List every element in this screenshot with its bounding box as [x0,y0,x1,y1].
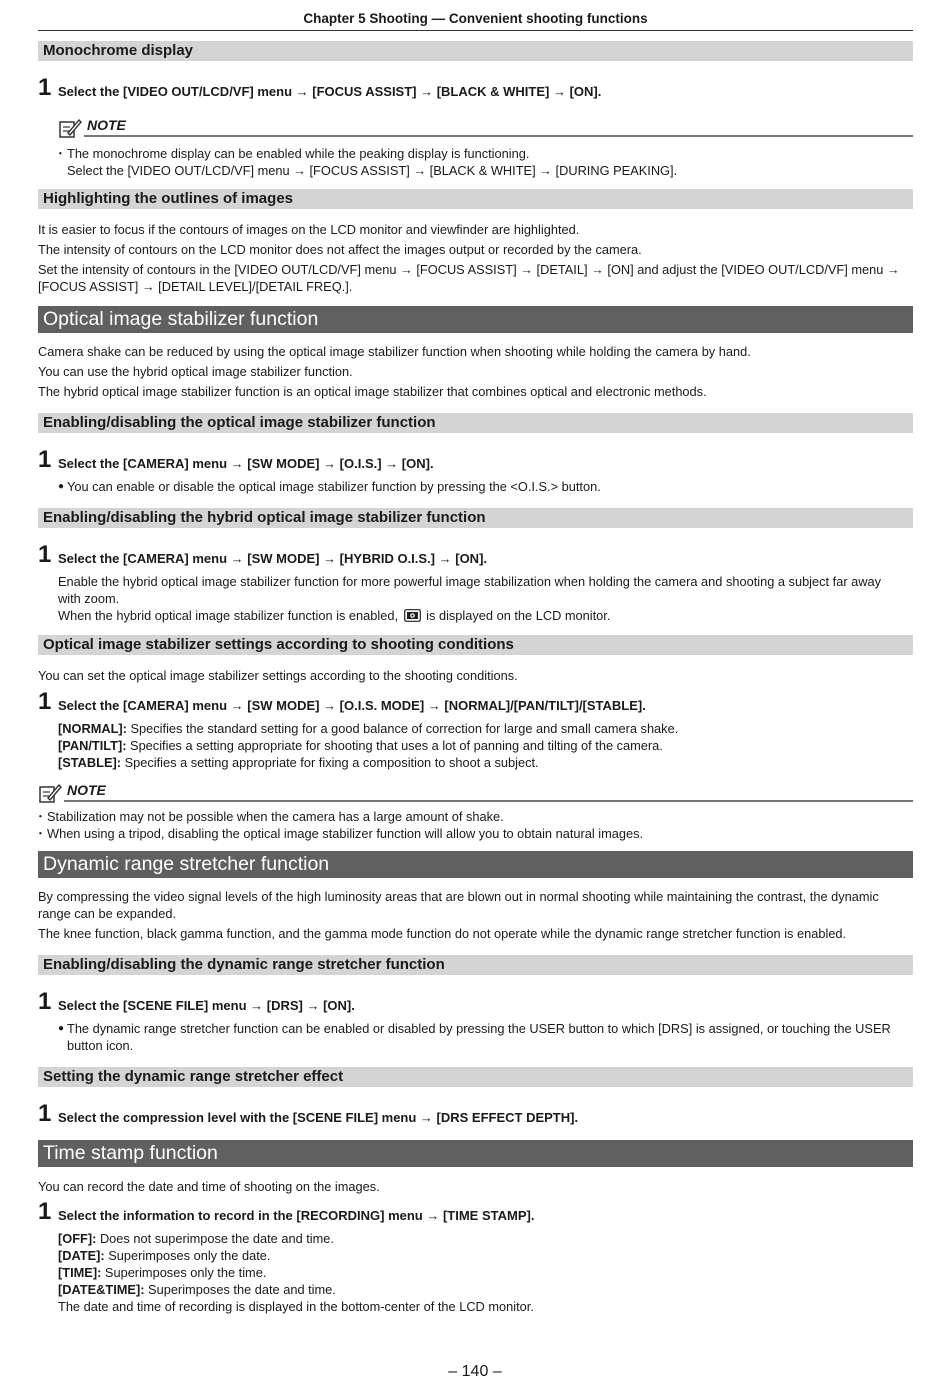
section-heading-ois-settings: Optical image stabilizer settings according to shooting conditions [38,635,913,655]
step-number: 1 [38,74,52,101]
section-heading-drs-effect: Setting the dynamic range stretcher effect [38,1067,913,1087]
option-text: Superimposes only the date. [108,1248,271,1263]
paragraph-line: The date and time of recording is displayed in the bottom-center of the LCD monitor. [58,1299,534,1314]
step-text: Select the [VIDEO OUT/LCD/VF] menu → [FOCUS ASSIST] → [BLACK & WHITE] → [ON]. [58,84,602,99]
paragraph-fragment: When the hybrid optical image stabilizer function is enabled, [58,608,399,623]
note-label: NOTE [67,782,106,798]
step-hybrid-ois [38,541,913,569]
step-text: Select the [SCENE FILE] menu → [DRS] → [ON]. [58,998,355,1013]
note-ois [38,782,913,804]
paragraph-line: The knee function, black gamma function, and the gamma mode function do not operate while the dynamic range stretcher function is enabled. [38,926,847,941]
option-stable [58,754,913,771]
paragraph-hybrid-ois [58,573,913,624]
note-label: NOTE [87,117,126,133]
option-text: Superimposes the date and time. [148,1282,336,1297]
option-time [58,1264,913,1281]
step-text: Select the [CAMERA] menu → [SW MODE] → [O.I.S. MODE] → [NORMAL]/[PAN/TILT]/[STABLE]. [58,698,646,713]
option-text: Does not superimpose the date and time. [99,1231,334,1246]
paragraph-line: Set the intensity of contours in the [VIDEO OUT/LCD/VF] menu → [FOCUS ASSIST] → [DETAIL] → [ON] and adjust the [VIDEO OUT/LCD/VF] menu → [38,262,900,277]
paragraph-timestamp: You can record the date and time of shooting on the images. [38,1179,380,1194]
paragraph-line: By compressing the video signal levels of the high luminosity areas that are blown out in normal shooting while maintaining the contrast, the dynamic [38,889,879,904]
step-drs-enable [38,988,913,1016]
bullet-ois-enable [58,478,913,495]
step-drs-effect [38,1100,913,1128]
bullet-text: The dynamic range stretcher function can be enabled or disabled by pressing the USER button to which [DRS] is assigned, or touching the USER [67,1021,891,1036]
step-text: Select the [CAMERA] menu → [SW MODE] → [O.I.S.] → [ON]. [58,456,434,471]
bullet-dot: ● [58,1023,65,1034]
step-number: 1 [38,688,52,715]
option-pan-tilt [58,737,913,754]
bullet-drs-enable [58,1020,913,1054]
option-date-time [58,1281,913,1298]
paragraph-line: with zoom. [58,591,120,606]
step-number: 1 [38,541,52,568]
note-monochrome [58,117,913,139]
paragraph-line: range can be expanded. [38,906,177,921]
section-heading-drs-enable: Enabling/disabling the dynamic range stretcher function [38,955,913,975]
option-text: Specifies the standard setting for a good balance of correction for large and small camera shake. [130,721,679,736]
step-timestamp [38,1198,913,1226]
note-line: The monochrome display can be enabled while the peaking display is functioning. [67,146,530,161]
header-rule [38,30,913,31]
note-line: Select the [VIDEO OUT/LCD/VF] menu → [FOCUS ASSIST] → [BLACK & WHITE] → [DURING PEAKING]. [67,163,678,178]
option-text: Specifies a setting appropriate for shooting that uses a lot of panning and tilting of the camera. [130,738,663,753]
note-bullet: ・ [34,809,47,824]
option-label: [DATE&TIME]: [58,1282,145,1297]
bullet-text: button icon. [67,1038,134,1053]
note-pencil-icon [38,782,62,804]
note-bullet: ・ [54,146,67,161]
note-rule [64,800,913,802]
step-text: Select the compression level with the [SCENE FILE] menu → [DRS EFFECT DEPTH]. [58,1110,579,1125]
option-date [58,1247,913,1264]
chapter-section-ois: Optical image stabilizer function [38,306,913,333]
paragraph-line: The intensity of contours on the LCD monitor does not affect the images output or recorded by the camera. [38,242,642,257]
paragraph-line: Camera shake can be reduced by using the optical image stabilizer function when shooting while holding the camera by hand. [38,344,751,359]
paragraph-outlines [38,221,913,295]
option-list-ois-mode [58,720,913,771]
option-list-timestamp [58,1230,913,1315]
paragraph-ois [38,343,913,400]
step-number: 1 [38,1198,52,1225]
option-label: [PAN/TILT]: [58,738,127,753]
paragraph-line: Enable the hybrid optical image stabilizer function for more powerful image stabilization when holding the camera and shooting a subject far away [58,574,882,589]
step-number: 1 [38,988,52,1015]
note-line [34,808,913,825]
paragraph-line: You can use the hybrid optical image stabilizer function. [38,364,353,379]
note-pencil-icon [58,117,82,139]
option-text: Specifies a setting appropriate for fixing a composition to shoot a subject. [124,755,539,770]
paragraph-line: It is easier to focus if the contours of images on the LCD monitor and viewfinder are highlighted. [38,222,580,237]
paragraph-line: [FOCUS ASSIST] → [DETAIL LEVEL]/[DETAIL FREQ.]. [38,279,353,294]
page-number: – 140 – [448,1363,502,1380]
section-heading-hybrid-ois: Enabling/disabling the hybrid optical image stabilizer function [38,508,913,528]
step-number: 1 [38,446,52,473]
note-text-monochrome [54,145,913,179]
paragraph-line: The hybrid optical image stabilizer function is an optical image stabilizer that combines optical and electronic methods. [38,384,707,399]
option-label: [OFF]: [58,1231,97,1246]
bullet-dot: ● [58,481,65,492]
paragraph-fragment: is displayed on the LCD monitor. [426,608,611,623]
option-text: Superimposes only the time. [104,1265,267,1280]
step-ois-settings [38,688,913,716]
option-label: [NORMAL]: [58,721,127,736]
option-label: [TIME]: [58,1265,102,1280]
chapter-section-timestamp: Time stamp function [38,1140,913,1167]
step-ois-enable [38,446,913,474]
note-line [34,825,913,842]
section-heading-monochrome: Monochrome display [38,41,913,61]
step-text: Select the [CAMERA] menu → [SW MODE] → [HYBRID O.I.S.] → [ON]. [58,551,488,566]
chapter-section-drs: Dynamic range stretcher function [38,851,913,878]
option-off [58,1230,913,1247]
option-label: [DATE]: [58,1248,105,1263]
step-monochrome [38,74,913,102]
paragraph-ois-settings: You can set the optical image stabilizer settings according to the shooting conditions. [38,668,518,683]
step-number: 1 [38,1100,52,1127]
note-bullet: ・ [34,826,47,841]
note-text: Stabilization may not be possible when the camera has a large amount of shake. [47,809,504,824]
chapter-header: Chapter 5 Shooting — Convenient shooting functions [303,11,648,26]
step-text: Select the information to record in the [RECORDING] menu → [TIME STAMP]. [58,1208,535,1223]
note-text: When using a tripod, disabling the optical image stabilizer function will allow you to obtain natural images. [47,826,644,841]
note-rule [84,135,913,137]
paragraph-line [58,607,913,624]
option-normal [58,720,913,737]
section-heading-outlines: Highlighting the outlines of images [38,189,913,209]
bullet-text: You can enable or disable the optical image stabilizer function by pressing the <O.I.S.> button. [67,479,601,494]
section-heading-ois-enable: Enabling/disabling the optical image stabilizer function [38,413,913,433]
note-text-ois [34,808,913,842]
option-label: [STABLE]: [58,755,122,770]
paragraph-drs [38,888,913,942]
hybrid-ois-icon [404,609,421,622]
